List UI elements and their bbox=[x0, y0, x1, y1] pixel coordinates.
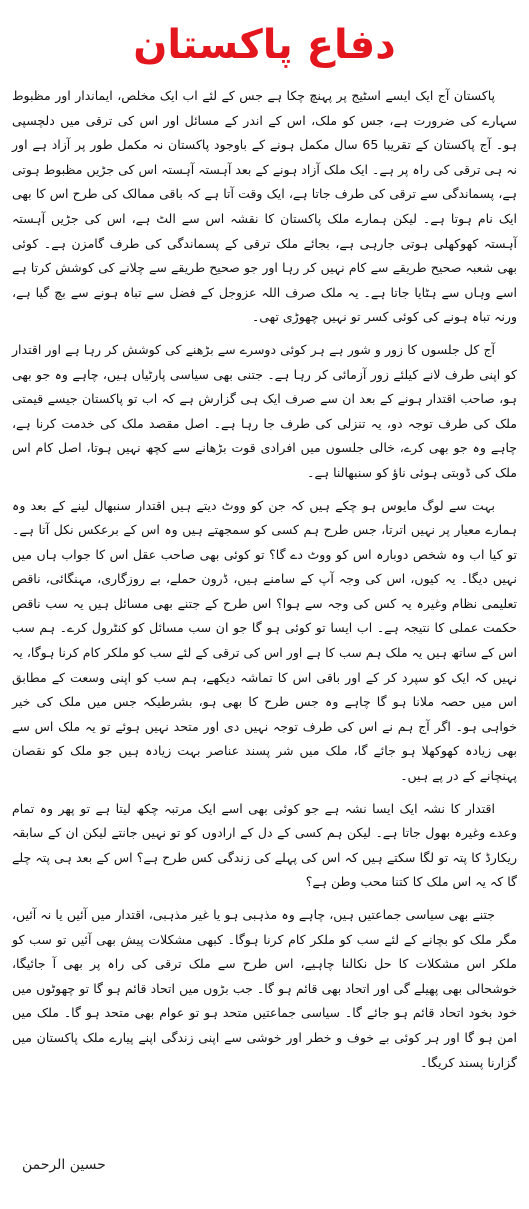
author-signature: حسین الرحمن bbox=[22, 1157, 106, 1173]
article-title: دفاع پاکستان bbox=[133, 22, 396, 68]
paragraph: اقتدار کا نشہ ایک ایسا نشہ ہے جو کوئی بھی اسے ایک مرتبہ چکھ لیتا ہے تو پھر وہ تمام وعدے وغیرہ بھول جاتا ہے۔ لیکن ہم کسی کے دل کے ارادوں کو تو نہیں جانتے لیکن ان کے سابقہ ریکارڈ کا پتہ تو لگا سکتے ہیں کہ اس کی پہلے کی زندگی کس طرح ہے؟ اس کے بعد ہی پتہ چلے گا کہ یہ اس ملک کا کتنا محب وطن ہے؟ bbox=[12, 800, 517, 890]
paragraph: پاکستان آج ایک ایسے اسٹیج پر پہنچ چکا ہے جس کے لئے اب ایک مخلص، ایماندار اور مظبوط سہارے کی ضرورت ہے، جس کو ملک، اس کے اندر کے مسائل اور اس کی ترقی میں دلچسپی ہو۔ آج پاکستان کے تقریبا 65 سال مکمل ہونے کے باوجود پاکستان نہ مکمل طور پر آزاد ہے اور نہ ہی ترقی کی راہ پر ہے۔ ایک ملک آزاد ہونے کے بعد آہستہ آہستہ اس کی جڑیں مظبوط ہوتی ہے، پسماندگی سے ترقی کی طرف جاتا ہے، ایک وقت آتا ہے کہ باقی ممالک کی طرح اس کا بھی ایک نام ہوتا ہے۔ لیکن ہمارے ملک پاکستان کا نقشہ اس سے الٹ ہے، اس کی جڑیں آہستہ آہستہ کھوکھلی ہوتی جارہی ہے، بجائے ملک ترقی کے پسماندگی کی طرف گامزن ہے۔ کوئی بھی شعبہ صحیح طریقے سے کام نہیں کر رہا اور جو صحیح طریقے سے چلانے کی کوشش کرتا ہے اسے وہاں سے ہٹایا جاتا ہے۔ یہ ملک صرف اللہ عزوجل کے فضل سے تباہ ہونے سے بچ گیا ہے، ورنہ تباہ ہونے کی کوئی کسر تو نہیں چھوڑی تھی۔ bbox=[12, 88, 517, 325]
paragraph: بہت سے لوگ مایوس ہو چکے ہیں کہ جن کو ووٹ دیتے ہیں اقتدار سنبھال لینے کے بعد وہ ہمارے معیار پر نہیں اترتا، جس طرح ہم کسی کو سمجھتے ہیں وہ اس کے برعکس نکل آتا ہے۔ تو کیا اب وہ شخص دوبارہ اس کو ووٹ دے گا؟ تو کوئی بھی صاحب عقل اس کا جواب ہاں میں نہیں دیگا۔ یہ کیوں، اس کی وجہ آپ کے سامنے ہیں، ڈرون حملے، بے روزگاری، مہنگائی، ناقص تعلیمی نظام وغیرہ یہ کس کی وجہ سے ہوا؟ اس طرح کے جتنے بھی مسائل ہیں یہ سب ناقص حکمت عملی کا نتیجہ ہے۔ اب ایسا تو کوئی ہو گا جو ان سب مسائل کو کنٹرول کرے۔ ہم سب اس کے ساتھ ہیں یہ ملک ہم سب کا ہے اور اس کی ترقی کے لئے سب کو ملکر کام کرنا ہوگا، یہ نہیں کہ ایک کو سپرد کر کے اور باقی اس کا تماشہ دیکھے، ہم سب کو اپنی وسعت کے مطابق اس میں حصہ ملانا ہو گا چاہے وہ جس طرح کا بھی ہو، بشرطیکہ جس میں ملک کی خیر خواہی ہو۔ اگر آج ہم نے اس کی طرف توجہ نہیں دی اور متحد نہیں ہوئے تو یہ ملک اس سے بھی زیادہ کھوکھلا ہو جائے گا، ملک میں شر پسند عناصر بہت زیادہ ہیں جو ملک کو نقصان پہنچانے کے در پے ہیں۔ bbox=[12, 497, 517, 784]
paragraph: آج کل جلسوں کا زور و شور ہے ہر کوئی دوسرے سے بڑھنے کی کوشش کر رہا ہے اور اقتدار کو اپنی طرف لانے کیلئے زور آزمائی کر رہا ہے۔ جتنی بھی سیاسی پارٹیاں ہیں، چاہے وہ جو بھی ہو، صاحب اقتدار ہونے کے بعد ان سے صرف ایک ہی گزارش ہے کہ اب تو پاکستان جیسے قیمتی ملک کی طرف توجہ دو، یہ تنزلی کی طرف جا رہا ہے۔ اصل مقصد ملک کی خدمت کرنا ہے، چاہے وہ جو بھی کرے، خالی جلسوں میں افرادی قوت بڑھانے سے کچھ نہیں ہوتا، اصل کام اس ملک کی ڈوبتی ہوئی ناؤ کو سنبھالنا ہے۔ bbox=[12, 341, 517, 480]
article-body bbox=[12, 84, 517, 1083]
paragraph: جتنے بھی سیاسی جماعتیں ہیں، چاہے وہ مذہبی ہو یا غیر مذہبی، اقتدار میں آئیں یا نہ آئیں، مگر ملک کو بچانے کے لئے سب کو ملکر کام کرنا ہوگا۔ کبھی مشکلات پیش بھی آئیں تو سب کو ملکر اس مشکلات کا حل نکالنا چاہیے، اس طرح سے ملک ترقی کی راہ پر بھی آ جائیگا، خوشحالی بھی پھیلے گی اور اتحاد بھی قائم ہو گا۔ جب بڑوں میں اتحاد قائم ہو گا تو چھوٹوں میں خود بخود اتحاد قائم ہو جائے گا۔ سیاسی جماعتیں متحد ہو تو عوام بھی متحد ہو گا۔ ملک میں امن ہو گا اور ہر کوئی بے خوف و خطر اور خوشی سے اپنی زندگی اپنے پیارے ملک پاکستان میں گزارنا پسند کریگا۔ bbox=[12, 907, 517, 1070]
